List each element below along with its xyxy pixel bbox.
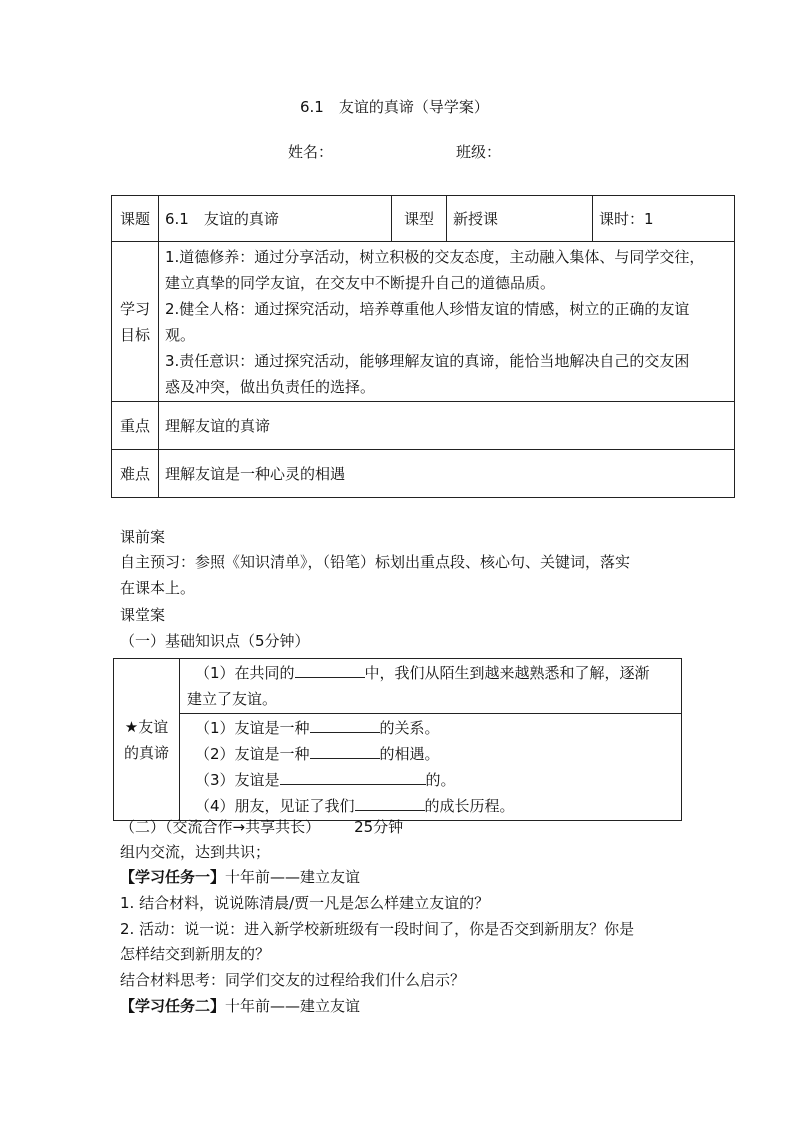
fill-blank[interactable] (310, 718, 380, 733)
in-class-heading: 课堂案 (120, 606, 166, 624)
lesson-type-label: 课型 (392, 196, 447, 242)
think-prompt: 结合材料思考：同学们交友的过程给我们什么启示？ (120, 971, 466, 989)
question-1: 1. 结合材料，说说陈清晨/贾一凡是怎么样建立友谊的？ (120, 894, 490, 912)
task-2-heading: 【学习任务二】十年前——建立友谊 (120, 997, 361, 1015)
class-label: 班级： (456, 143, 502, 161)
name-label: 姓名： (288, 143, 334, 161)
title-text: 6.1 友谊的真谛（导学案） (300, 98, 489, 116)
consensus-line: 组内交流，达到共识； (120, 843, 271, 861)
fill-blank[interactable] (310, 744, 380, 759)
difficulty-text: 理解友谊是一种心灵的相遇 (159, 450, 735, 498)
key-point-label: 重点 (112, 402, 159, 450)
lesson-type-value: 新授课 (447, 196, 593, 242)
topic-label: 课题 (112, 196, 159, 242)
question-2-line-2: 怎样结交到新朋友的？ (120, 945, 271, 963)
table-row (112, 242, 735, 402)
fill-blank[interactable] (355, 796, 425, 811)
knowledge-side-label: ★友谊 的真谛 (114, 659, 180, 821)
task-1-heading: 【学习任务一】十年前——建立友谊 (120, 868, 361, 886)
topic-value: 6.1 友谊的真谛 (159, 196, 392, 242)
page-title (300, 96, 489, 117)
lesson-info-table (111, 195, 735, 498)
difficulty-label: 难点 (112, 450, 159, 498)
goals-label: 学习 目标 (112, 242, 159, 402)
fill-blank[interactable] (280, 770, 426, 785)
table-row (112, 450, 735, 498)
knowledge-items: （1）友谊是一种 的关系。 （2）友谊是一种 的相遇。 （3）友谊是 的。 （4）朋友，见证了我们 的成长历程。 (180, 714, 682, 821)
table-row (114, 714, 682, 821)
pre-class-line-1: 自主预习：参照《知识清单》，（铅笔）标划出重点段、核心句、关键词，落实 (120, 553, 631, 571)
key-point-text: 理解友谊的真谛 (159, 402, 735, 450)
table-row (112, 196, 735, 242)
fill-blank[interactable] (295, 663, 365, 678)
goals-text: 1.道德修养：通过分享活动，树立积极的交友态度，主动融入集体、与同学交往， 建立真挚的同学友谊，在交友中不断提升自己的道德品质。 2.健全人格：通过探究活动，培养尊重他人珍惜友谊的情感，树立的正确的友谊 观。 3.责任意识：通过探究活动，能够理解友谊的真谛，能恰当地解决自己的交友困 惑及冲突，做出负责任的选择。 (159, 242, 735, 402)
knowledge-table (113, 658, 682, 821)
section-2-heading: （二）（交流合作→共享共长） 25分钟 (120, 818, 404, 836)
table-row (112, 402, 735, 450)
section-1-heading: （一）基础知识点（5分钟） (120, 632, 310, 650)
pre-class-heading: 课前案 (120, 528, 166, 546)
period-value: 课时：1 (593, 196, 735, 242)
name-class-row (288, 141, 502, 162)
knowledge-item-intro: （1）在共同的 中，我们从陌生到越来越熟悉和了解，逐渐 建立了友谊。 (180, 659, 682, 714)
question-2-line-1: 2. 活动：说一说：进入新学校新班级有一段时间了，你是否交到新朋友？你是 (120, 920, 635, 938)
pre-class-line-2: 在课本上。 (120, 579, 196, 597)
table-row (114, 659, 682, 714)
